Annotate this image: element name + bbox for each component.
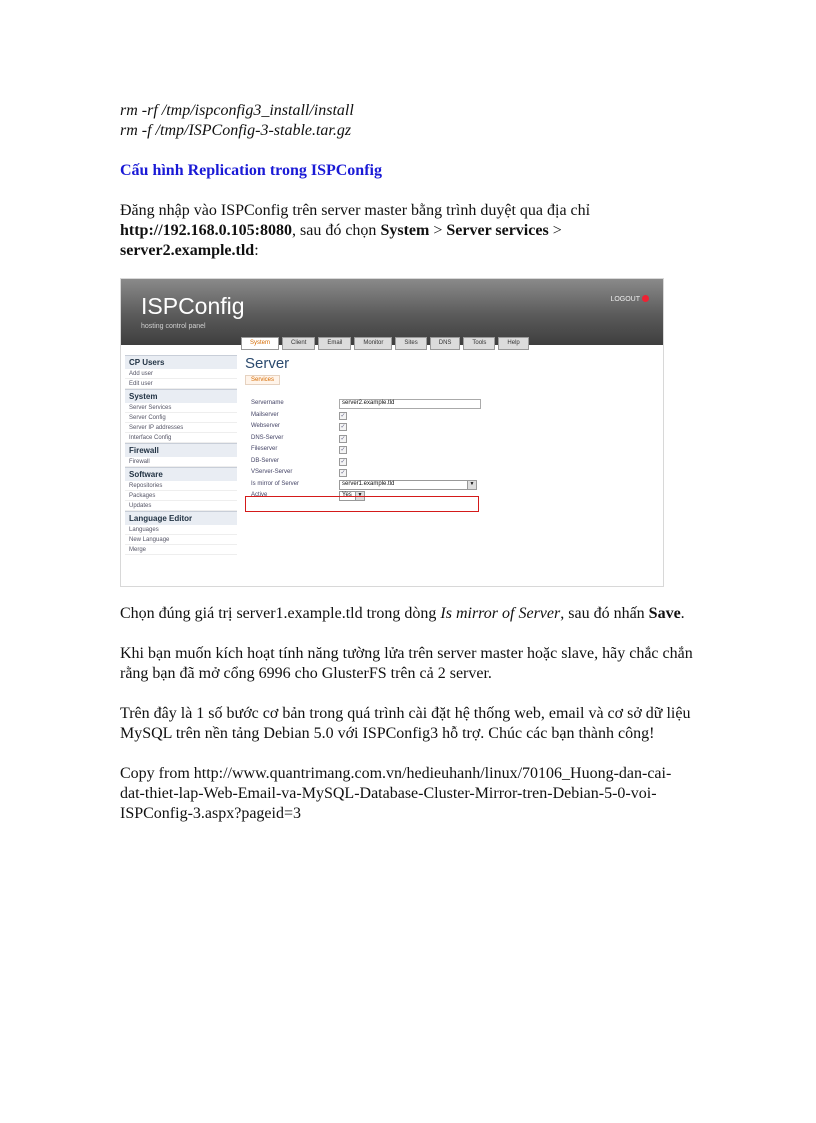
header-banner <box>121 279 663 345</box>
chevron-down-icon: ▼ <box>467 481 476 489</box>
sidebar-section-language-editor: Language Editor <box>125 511 237 525</box>
system-menu-ref: System <box>380 222 430 239</box>
page-title: Server <box>245 355 290 372</box>
intro-line-1: Đăng nhập vào ISPConfig trên server master bằng trình duyệt qua địa chỉ <box>120 202 591 219</box>
tab-help[interactable]: Help <box>498 337 528 350</box>
sidebar-item-updates[interactable]: Updates <box>125 501 237 511</box>
dbserver-label: DB-Server <box>251 457 280 464</box>
source-line-3: ISPConfig-3.aspx?pageid=3 <box>120 805 301 822</box>
vserver-label: VServer-Server <box>251 469 293 475</box>
server2-ref: server2.example.tld <box>120 242 255 259</box>
sidebar-section-cp-users: CP Users <box>125 355 237 369</box>
intro-line-2: http://192.168.0.105:8080, sau đó chọn System > Server services > <box>120 222 562 239</box>
sidebar-item-server-config[interactable]: Server Config <box>125 413 237 423</box>
tab-services[interactable]: Services <box>245 375 280 385</box>
fileserver-checkbox[interactable]: ✓ <box>340 447 346 453</box>
intro-line-3: server2.example.tld: <box>120 242 259 259</box>
fileserver-label: Fileserver <box>251 446 278 452</box>
active-label: Active <box>251 492 268 498</box>
sidebar-item-languages[interactable]: Languages <box>125 525 237 535</box>
para1: Chọn đúng giá trị server1.example.tld trong dòng Is mirror of Server, sau đó nhấn Save. <box>120 605 685 622</box>
main-content <box>245 355 655 498</box>
main-tabs <box>241 337 529 349</box>
mirror-select[interactable]: server1.example.tld ▼ <box>339 480 477 490</box>
dbserver-checkbox[interactable]: ✓ <box>340 458 346 465</box>
mirror-label: Is mirror of Server <box>251 480 300 487</box>
dnsserver-label: DNS-Server <box>251 434 284 441</box>
tab-client[interactable]: Client <box>282 337 315 350</box>
command-line-1: rm -rf /tmp/ispconfig3_install/install <box>120 102 354 119</box>
mirror-field-ref: Is mirror of Server <box>440 605 561 622</box>
source-line-2: dat-thiet-lap-Web-Email-va-MySQL-Database-Cluster-Mirror-tren-Debian-5-0-voi- <box>120 785 657 802</box>
ispconfig-screenshot <box>120 278 664 587</box>
source-line-1: Copy from http://www.quantrimang.com.vn/hedieuhanh/linux/70106_Huong-dan-cai- <box>120 765 672 782</box>
webserver-checkbox[interactable]: ✓ <box>340 424 346 430</box>
sidebar-section-software: Software <box>125 467 237 481</box>
mirror-highlight-box <box>245 496 479 512</box>
sidebar-item-merge[interactable]: Merge <box>125 545 237 555</box>
logout-icon <box>642 295 649 302</box>
tab-email[interactable]: Email <box>318 337 351 350</box>
tagline: hosting control panel <box>141 323 206 330</box>
tab-dns[interactable]: DNS <box>430 337 461 350</box>
sidebar-section-system: System <box>125 389 237 403</box>
webserver-label: Webserver <box>251 423 280 429</box>
sidebar-section-firewall: Firewall <box>125 443 237 457</box>
para3-line-1: Trên đây là 1 số bước cơ bản trong quá trình cài đặt hệ thống web, email và cơ sở dữ liệu <box>120 705 691 722</box>
dnsserver-checkbox[interactable]: ✓ <box>340 435 346 442</box>
sidebar-item-repositories[interactable]: Repositories <box>125 481 237 491</box>
sidebar-item-interface-config[interactable]: Interface Config <box>125 433 237 443</box>
save-ref: Save <box>648 605 681 622</box>
tab-tools[interactable]: Tools <box>463 337 495 350</box>
tab-system[interactable]: System <box>241 337 279 350</box>
ispconfig-logo: ISPConfig <box>141 293 245 319</box>
mailserver-checkbox[interactable]: ✓ <box>340 412 346 419</box>
para2-line-2: rằng bạn đã mở cổng 6996 cho GlusterFS trên cả 2 server. <box>120 665 492 682</box>
tab-monitor[interactable]: Monitor <box>354 337 392 350</box>
command-line-2: rm -f /tmp/ISPConfig-3-stable.tar.gz <box>120 122 352 139</box>
server-services-ref: Server services <box>446 222 549 239</box>
sidebar-item-packages[interactable]: Packages <box>125 491 237 501</box>
servername-input[interactable]: server2.example.tld <box>339 399 481 409</box>
sidebar-item-firewall[interactable]: Firewall <box>125 457 237 467</box>
active-select[interactable]: Yes ▼ <box>339 491 365 501</box>
server-url: http://192.168.0.105:8080 <box>120 222 292 239</box>
server-form <box>245 399 655 503</box>
sidebar-item-server-ip[interactable]: Server IP addresses <box>125 423 237 433</box>
chevron-down-icon: ▼ <box>355 492 364 500</box>
tab-sites[interactable]: Sites <box>395 337 426 350</box>
para2-line-1: Khi bạn muốn kích hoạt tính năng tường lửa trên server master hoặc slave, hãy chắc chắn <box>120 645 693 662</box>
mailserver-label: Mailserver <box>251 411 279 418</box>
sidebar-item-add-user[interactable]: Add user <box>125 369 237 379</box>
sidebar-item-server-services[interactable]: Server Services <box>125 403 237 413</box>
sidebar <box>125 355 237 555</box>
sidebar-item-edit-user[interactable]: Edit user <box>125 379 237 389</box>
logout-button[interactable]: LOGOUT <box>610 295 649 303</box>
sidebar-item-new-language[interactable]: New Language <box>125 535 237 545</box>
para3-line-2: MySQL trên nền tảng Debian 5.0 với ISPConfig3 hỗ trợ. Chúc các bạn thành công! <box>120 725 655 742</box>
section-heading: Cấu hình Replication trong ISPConfig <box>120 162 382 179</box>
servername-label: Servername <box>251 400 284 406</box>
vserver-checkbox[interactable]: ✓ <box>340 470 346 476</box>
